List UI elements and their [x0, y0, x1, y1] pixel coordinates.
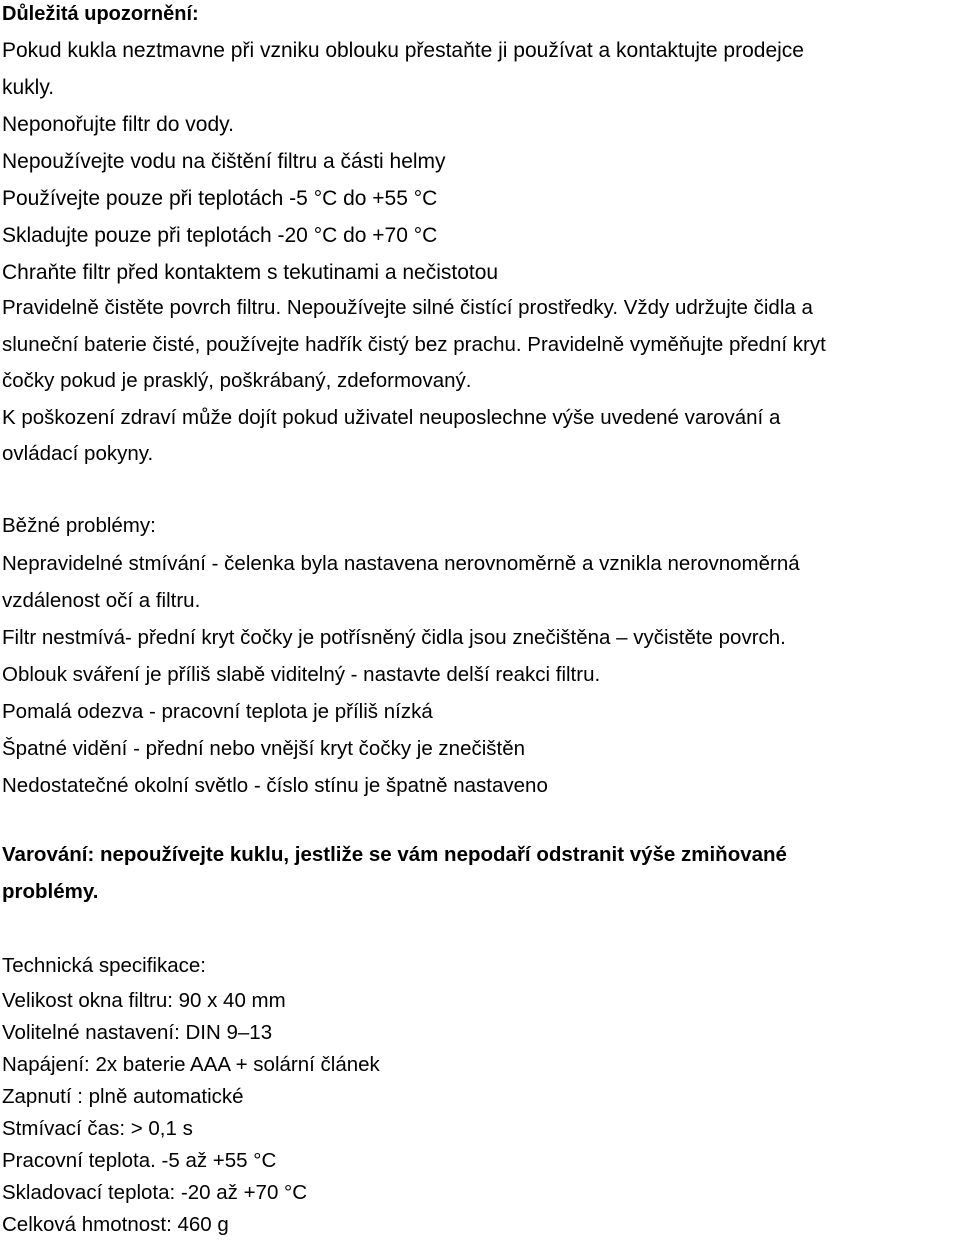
- specs-list: [2, 985, 380, 1241]
- warnings-heading: Důležitá upozornění:: [2, 3, 199, 25]
- text-line: Oblouk sváření je příliš slabě viditelný - nastavte delší reakci filtru.: [2, 663, 601, 686]
- spec-item: Pracovní teplota. -5 až +55 °C: [2, 1149, 277, 1172]
- text-line: ovládací pokyny.: [2, 442, 154, 465]
- text-line: Filtr nestmívá- přední kryt čočky je potřísněný čidla jsou znečištěna – vyčistěte povrch.: [2, 626, 786, 649]
- text-line: Pomalá odezva - pracovní teplota je příliš nízká: [2, 700, 433, 723]
- text-line: Nedostatečné okolní světlo - číslo stínu je špatně nastaveno: [2, 774, 548, 797]
- spec-item: Celková hmotnost: 460 g: [2, 1213, 229, 1236]
- text-line: sluneční baterie čisté, používejte hadřík čistý bez prachu. Pravidelně vyměňujte přední kryt: [2, 332, 826, 356]
- spec-item: Velikost okna filtru: 90 x 40 mm: [2, 989, 286, 1012]
- spec-item: Volitelné nastavení: DIN 9–13: [2, 1021, 273, 1044]
- problems-section: [2, 508, 156, 545]
- text-line: Skladujte pouze při teplotách -20 °C do +70 °C: [2, 224, 438, 247]
- spec-item: Napájení: 2x baterie AAA + solární článek: [2, 1053, 380, 1076]
- spec-item: Stmívací čas: > 0,1 s: [2, 1117, 193, 1140]
- text-line: vzdálenost očí a filtru.: [2, 589, 201, 612]
- text-line: K poškození zdraví může dojít pokud uživatel neuposlechne výše uvedené varování a: [2, 405, 781, 429]
- text-line: čočky pokud je prasklý, poškrábaný, zdeformovaný.: [2, 369, 472, 392]
- text-line: Používejte pouze při teplotách -5 °C do +55 °C: [2, 187, 438, 210]
- spec-item: Skladovací teplota: -20 až +70 °C: [2, 1181, 308, 1204]
- text-line: Chraňte filtr před kontaktem s tekutinami a nečistotou: [2, 261, 499, 284]
- spec-item: Zapnutí : plně automatické: [2, 1085, 244, 1108]
- text-line: Pravidelně čistěte povrch filtru. Nepoužívejte silné čistící prostředky. Vždy udržujte čidla a: [2, 296, 813, 319]
- text-line: Varování: nepoužívejte kuklu, jestliže se vám nepodaří odstranit výše zmiňované: [2, 843, 787, 866]
- specs-heading: Technická specifikace:: [2, 954, 206, 977]
- text-line: kukly.: [2, 76, 55, 99]
- text-line: Nepravidelné stmívání - čelenka byla nastavena nerovnoměrně a vznikla nerovnoměrná: [2, 552, 800, 575]
- text-line: Neponořujte filtr do vody.: [2, 113, 234, 136]
- caution-text: [2, 837, 787, 910]
- text-line: Nepoužívejte vodu na čištění filtru a části helmy: [2, 150, 446, 173]
- text-line: Špatné vidění - přední nebo vnější kryt čočky je znečištěn: [2, 737, 526, 760]
- text-line: Pokud kukla neztmavne při vzniku oblouku přestaňte ji používat a kontaktujte prodejce: [2, 39, 804, 62]
- text-line: problémy.: [2, 879, 99, 903]
- problems-text: [2, 545, 800, 804]
- problems-heading: Běžné problémy:: [2, 514, 156, 537]
- warnings-text-continued: [2, 290, 826, 473]
- warnings-text: [2, 32, 804, 291]
